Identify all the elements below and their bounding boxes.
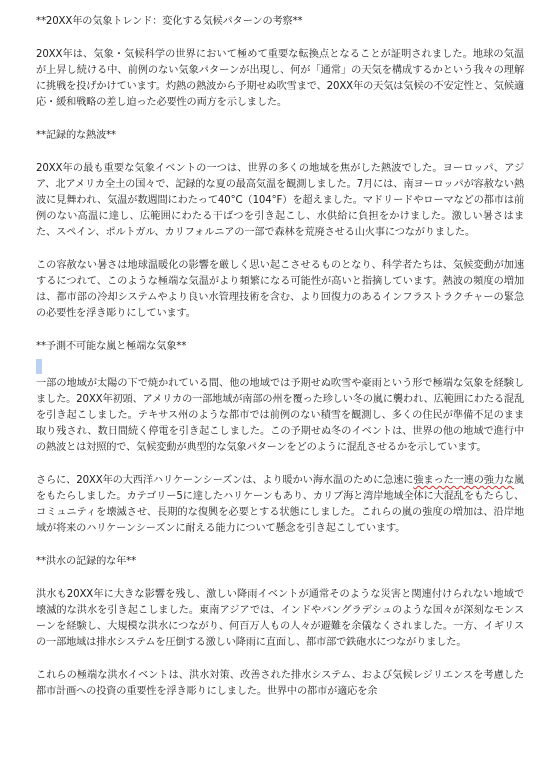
floods-paragraph-1: 洪水も20XX年に大きな影響を残し、激しい降雨イベントが通常そのような災害と関連付けられない地域で壊滅的な洪水を引き起こしました。東南アジアでは、インドやバングラデシュのような国々が深刻なモンスーンを経験し、大規模な洪水につながり、何百万人もの人々が避難を余儀なくされました。一方、イギリスの一部地域は排水システムを圧倒する激しい降雨に直面し、都市部で鉄砲水につながりました。 xyxy=(36,589,524,648)
spellcheck-underlined-text[interactable]: 強まった一連の強力な xyxy=(413,475,514,486)
floods-heading: **洪水の記録的な年** xyxy=(36,556,137,567)
storms-heading: **予測不可能な嵐と極端な気象** xyxy=(36,341,187,352)
heatwave-heading: **記録的な熱波** xyxy=(36,130,116,141)
text-cursor-highlight xyxy=(36,359,42,374)
storms-paragraph-1: 一部の地域が太陽の下で焼かれている間、他の地域では予期せぬ吹雪や豪雨という形で極端な気象を経験しました。20XX年初頭、アメリカの一部地域が南部の州を覆った珍しい冬の嵐に襲われ、広範囲にわたる混乱を引き起こしました。テキサス州のような都市では前例のない積雪を観測し、多くの住民が準備不足のまま取り残され、数日間続く停電を引き起こしました。この予期せぬ冬のイベントは、世界の他の地域で進行中の熱波とは対照的で、気候変動が典型的な気象パターンをどのように混乱させるかを示しています。 xyxy=(36,378,524,453)
floods-paragraph-2: これらの極端な洪水イベントは、洪水対策、改善された排水システム、および気候レジリエンスを考慮した都市計画への投資の重要性を浮き彫りにしました。世界中の都市が適応を余 xyxy=(36,670,524,697)
intro-paragraph: 20XX年は、気象・気候科学の世界において極めて重要な転換点となることが証明されました。地球の気温が上昇し続ける中、前例のない気象パターンが出現し、何が「通常」の天気を構成するかという我々の理解に挑戦を投げかけています。灼熱の熱波から予期せぬ吹雪まで、20XX年の天気は気候の不安定性と、気候適応・緩和戦略の差し迫った必要性の両方を示しました。 xyxy=(36,49,524,108)
storms-p2-before: さらに、20XX年の大西洋ハリケーンシーズンは、より暖かい海水温のために急速に xyxy=(36,475,414,486)
storms-p2-after: 嵐をもたらしました。カテゴリー5に達したハリケーンもあり、カリブ海と湾岸地域全体に大混乱をもたらし、コミュニティを壊滅させ、長期的な復興を必要とする状態にしました。これらの嵐の強度の増加は、沿岸地域が将来のハリケーンシーズンに耐える能力について懸念を引き起こしています。 xyxy=(36,475,524,534)
heatwave-paragraph-2: この容赦ない暑さは地球温暖化の影響を厳しく思い起こさせるものとなり、科学者たちは、気候変動が加速するにつれて、このような極端な気温がより頻繁になる可能性が高いと指摘しています。熱波の頻度の増加は、都市部の冷却システムやより良い水管理技術を含む、より回復力のあるインフラストラクチャーの緊急の必要性を浮き彫りにしています。 xyxy=(36,260,524,319)
heatwave-paragraph-1: 20XX年の最も重要な気象イベントの一つは、世界の多くの地域を焦がした熱波でした。ヨーロッパ、アジア、北アメリカ全土の国々で、記録的な夏の最高気温を観測しました。7月には、南ヨーロッパが容赦ない熱波に見舞われ、気温が数週間にわたって40°C（104°F）を超えました。マドリードやローマなどの都市は前例のない高温に達し、広範囲にわたる干ばつを引き起こし、水供給に負担をかけました。激しい暑さはまた、スペイン、ポルトガル、カリフォルニアの一部で森林を荒廃させる山火事につながりました。 xyxy=(36,163,524,238)
document-page xyxy=(36,14,524,717)
storms-paragraph-2 xyxy=(36,473,524,537)
document-title: **20XX年の気象トレンド：変化する気候パターンの考察** xyxy=(36,16,303,27)
